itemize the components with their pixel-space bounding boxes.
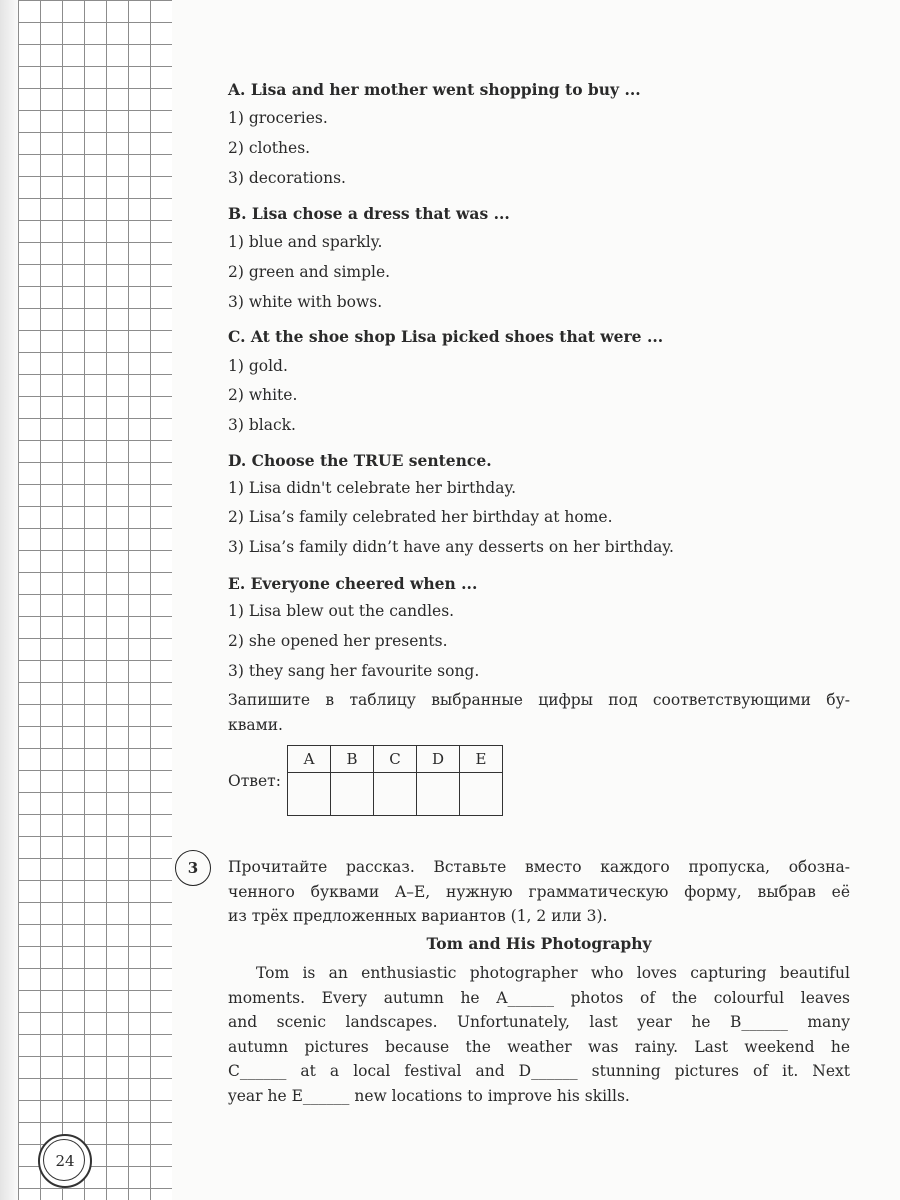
option: 3) Lisa’s family didn’t have any desserts on her birthday. [228,538,674,556]
option: 1) blue and sparkly. [228,233,383,251]
page-edge-shadow [0,0,18,1200]
option: 3) black. [228,416,296,434]
option: 1) Lisa didn't celebrate her birthday. [228,479,517,497]
task3-instruction: Прочитайте рассказ. Вставьте вместо каждого пропуска, обозна- ченного буквами A–E, нужную грамматическую форму, выбрав её из трёх предложенных вариантов (1, 2 или 3). [228,858,850,925]
column-header: C [374,746,417,773]
question-stem: C. At the shoe shop Lisa picked shoes that were ... [228,327,664,346]
question-stem: E. Everyone cheered when ... [228,574,478,593]
question-stem: D. Choose the TRUE sentence. [228,451,492,470]
option: 2) Lisa’s family celebrated her birthday at home. [228,508,613,526]
option: 2) white. [228,386,298,404]
story-title: Tom and His Photography [426,934,652,953]
answer-cell-e[interactable] [460,773,503,816]
option: 1) Lisa blew out the candles. [228,602,455,620]
column-header: A [288,746,331,773]
answer-label: Ответ: [228,772,281,790]
answer-cell-c[interactable] [374,773,417,816]
option: 3) white with bows. [228,293,383,311]
option: 2) she opened her presents. [228,632,448,650]
page-number: 24 [55,1152,75,1170]
page-number-badge [38,1134,92,1188]
column-header: B [331,746,374,773]
task-number-badge: 3 [175,850,211,886]
story-text: Tom is an enthusiastic photographer who loves capturing beautiful moments. Every autumn he A______ photos of the colourful leaves and scenic landscapes. Unfortunately, last year he B______ many autumn pictures because the weather was rainy. Last weekend he C______ at a local festival and D______ stunning pictures of it. Next year he E______ new locations to improve his skills. [228,964,850,1105]
column-header: E [460,746,503,773]
column-header: D [417,746,460,773]
answer-table [287,745,503,816]
option: 2) clothes. [228,139,311,157]
option: 1) gold. [228,357,288,375]
table-instruction: Запишите в таблицу выбранные цифры под соответствующими бу- квами. [228,691,850,734]
option: 3) decorations. [228,169,346,187]
grid-margin [18,0,172,1200]
answer-cell-a[interactable] [288,773,331,816]
option: 3) they sang her favourite song. [228,662,480,680]
option: 2) green and simple. [228,263,391,281]
answer-cell-b[interactable] [331,773,374,816]
answer-cell-d[interactable] [417,773,460,816]
option: 1) groceries. [228,109,328,127]
question-stem: B. Lisa chose a dress that was ... [228,204,510,223]
question-stem: A. Lisa and her mother went shopping to buy ... [228,80,641,99]
